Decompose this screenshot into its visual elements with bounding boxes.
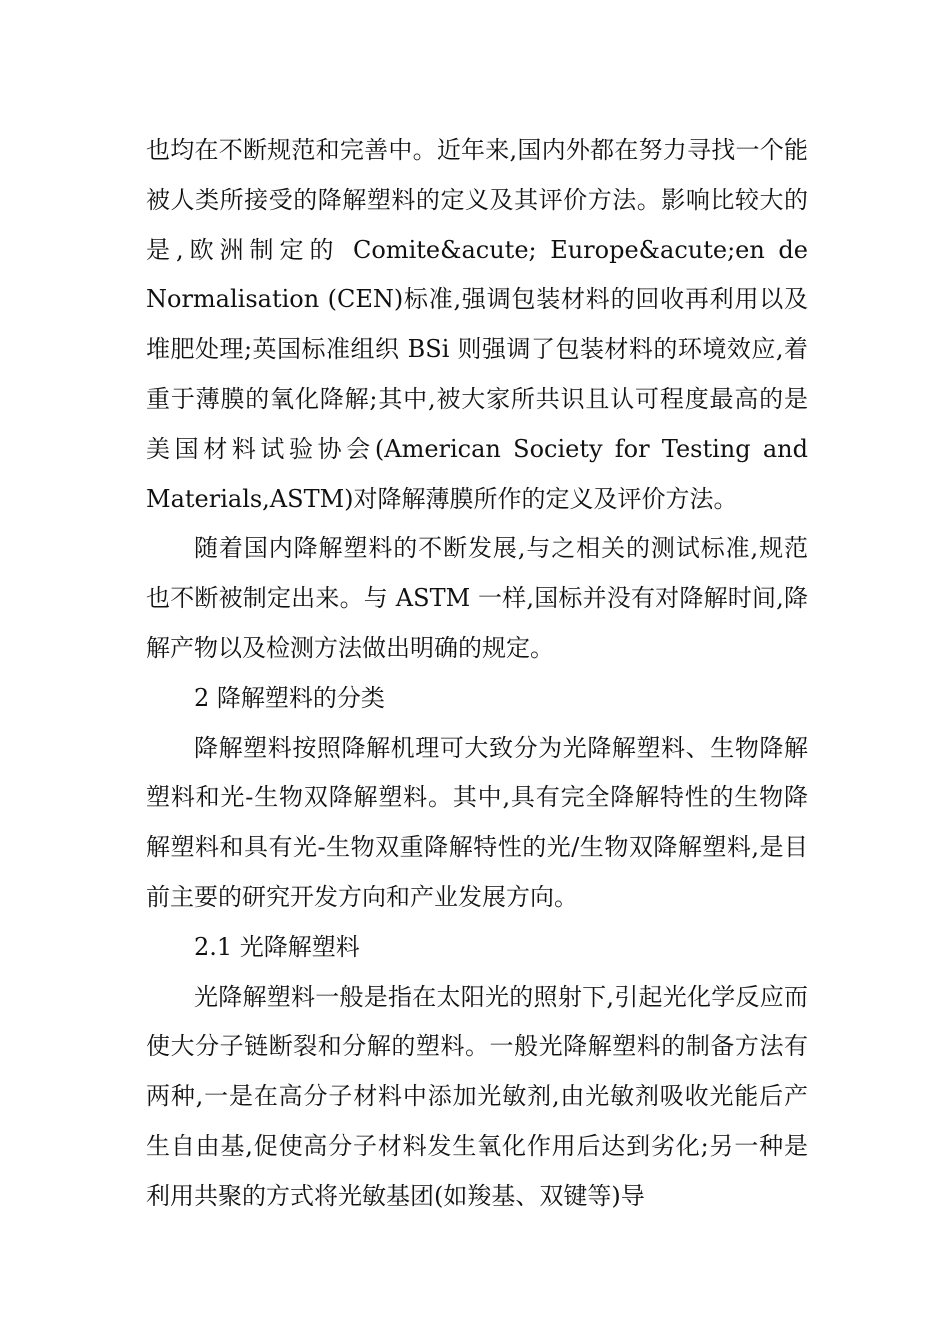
paragraph-photodegradable: 光降解塑料一般是指在太阳光的照射下,引起光化学反应而使大分子链断裂和分解的塑料。一般光降解塑料的制备方法有两种,一是在高分子材料中添加光敏剂,由光敏剂吸收光能后产生自由基,促使高分子材料发生氧化作用后达到劣化;另一种是利用共聚的方式将光敏基团(如羧基、双键等)导 [146, 982, 808, 1210]
paragraph-domestic-standards: 随着国内降解塑料的不断发展,与之相关的测试标准,规范也不断被制定出来。与 ASTM 一样,国标并没有对降解时间,降解产物以及检测方法做出明确的规定。 [146, 534, 808, 662]
section-heading-2: 2 降解塑料的分类 [194, 683, 385, 712]
paragraph-intro-continuation: 也均在不断规范和完善中。近年来,国内外都在努力寻找一个能被人类所接受的降解塑料的定义及其评价方法。影响比较大的是,欧洲制定的 Comite&acute; Europe&acute;en de Normalisation (CEN)标准,强调包装材料的回收再利用以及堆肥处理;英国标准组织 BSi 则强调了包装材料的环境效应,着重于薄膜的氧化降解;其中,被大家所共识且认可程度最高的是美国材料试验协会(American Society for Testing and Materials,ASTM)对降解薄膜所作的定义及评价方法。 [146, 136, 808, 513]
section-heading-2-1: 2.1 光降解塑料 [194, 932, 360, 961]
document-page [146, 126, 808, 1222]
paragraph-classification: 降解塑料按照降解机理可大致分为光降解塑料、生物降解塑料和光-生物双降解塑料。其中,具有完全降解特性的生物降解塑料和具有光-生物双重降解特性的光/生物双降解塑料,是目前主要的研究开发方向和产业发展方向。 [146, 733, 808, 911]
